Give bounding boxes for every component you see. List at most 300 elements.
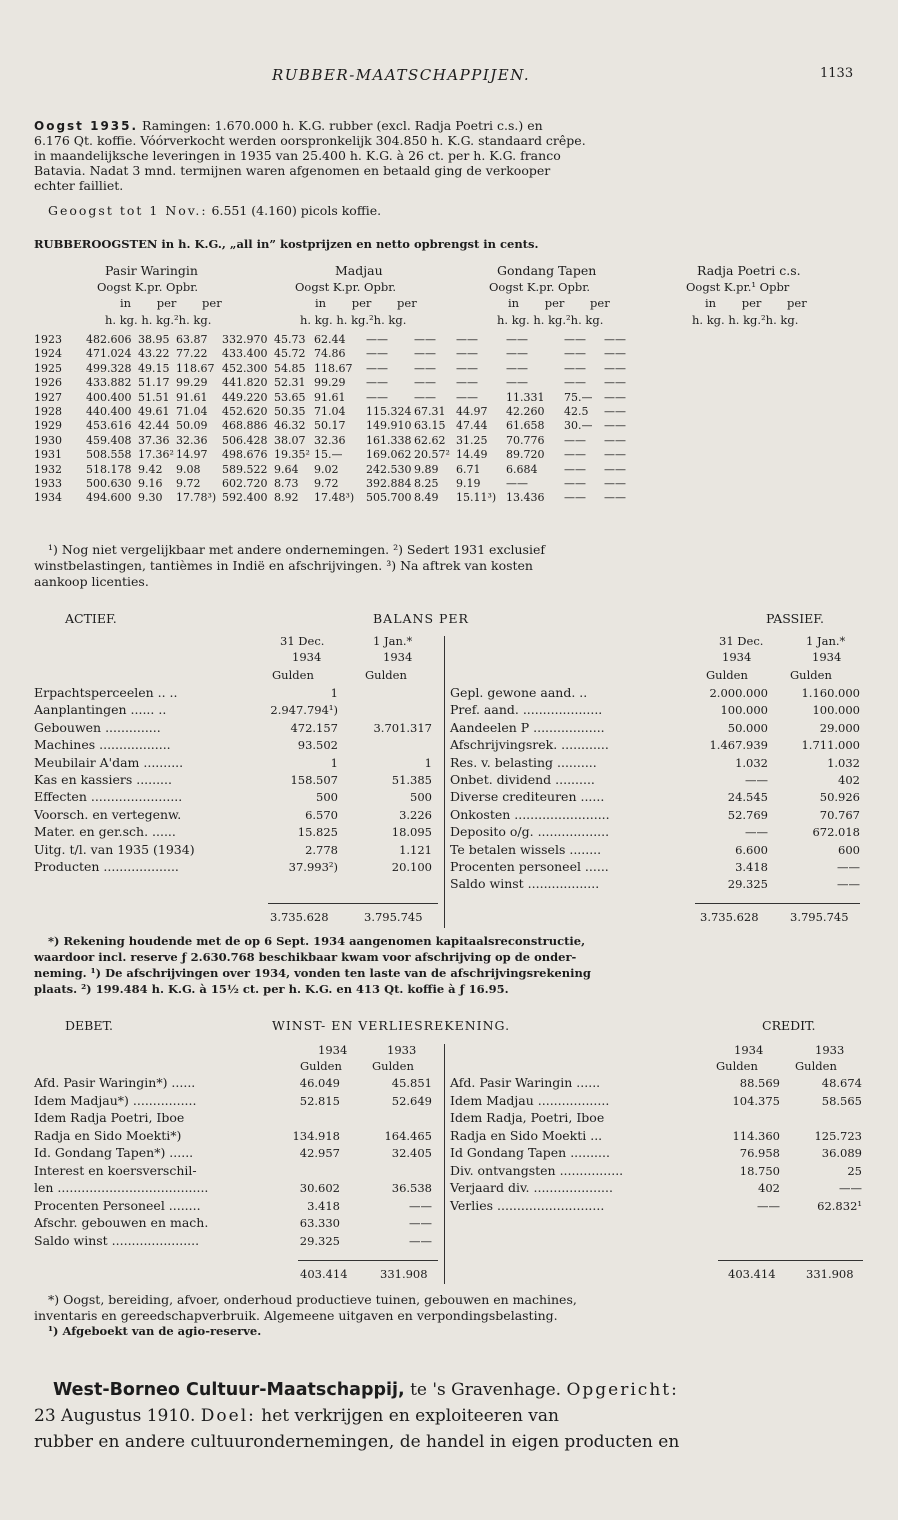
rubber-value-cell: —— bbox=[414, 347, 436, 361]
rubber-year-cell: 1933 bbox=[34, 477, 62, 491]
debet-item-label: Id. Gondang Tapen*) ...... bbox=[34, 1145, 194, 1160]
rubber-value-cell: 70.776 bbox=[506, 433, 545, 447]
rubber-value-cell: 45.72 bbox=[274, 347, 306, 361]
wv-title: WINST- EN VERLIESREKENING. bbox=[272, 1018, 511, 1033]
rubber-value-cell: 508.558 bbox=[86, 448, 132, 462]
rubber-value-cell: 118.67 bbox=[176, 361, 215, 375]
rubber-year-cell: 1931 bbox=[34, 448, 62, 462]
passief-item-value-v2: 672.018 bbox=[812, 825, 860, 840]
credit-item-label: Afd. Pasir Waringin ...... bbox=[450, 1075, 601, 1090]
rubber-value-cell: 75.— bbox=[564, 390, 593, 404]
rubber-value-cell: —— bbox=[366, 347, 388, 361]
credit-item-value-v1: 402 bbox=[758, 1181, 780, 1195]
col-head2-3: in per per bbox=[508, 296, 610, 310]
rubber-value-cell: —— bbox=[604, 390, 626, 404]
passief-item-value-v1: 52.769 bbox=[727, 807, 768, 822]
rubber-note-1: ¹) Nog niet vergelijkbaar met andere ondernemingen. ²) Sedert 1931 exclusief bbox=[48, 542, 545, 557]
balans-col2-h2: 1934 bbox=[383, 650, 413, 664]
rubber-value-cell: 15.— bbox=[314, 448, 343, 462]
debet-item-value-v2: —— bbox=[409, 1198, 432, 1213]
actief-item-value-v1: 472.157 bbox=[290, 720, 338, 735]
rubber-value-cell: 13.436 bbox=[506, 491, 545, 505]
rubber-value-cell: —— bbox=[456, 376, 478, 390]
credit-item-label: Div. ontvangsten ................ bbox=[450, 1162, 624, 1178]
rubber-year-cell: 1927 bbox=[34, 390, 62, 404]
passief-item-label: Onkosten ........................ bbox=[450, 806, 610, 822]
credit-item-label: Idem Madjau .................. bbox=[450, 1092, 610, 1108]
passief-item-label: Onbet. dividend .......... bbox=[450, 772, 595, 787]
rubber-value-cell: —— bbox=[414, 361, 436, 375]
balans-col1-h3: Gulden bbox=[272, 668, 314, 682]
rubber-value-cell: 49.15 bbox=[138, 361, 170, 375]
credit-item-value-v2: 36.089 bbox=[821, 1146, 862, 1160]
rubber-value-cell: 62.44 bbox=[314, 333, 346, 346]
actief-item-label: Erpachtsperceelen .. .. bbox=[34, 685, 178, 700]
col-head3-3: h. kg. h. kg.²h. kg. bbox=[497, 313, 604, 327]
rubber-value-cell: 8.49 bbox=[414, 491, 439, 505]
credit-item-value-v2: 25 bbox=[847, 1163, 862, 1178]
col-head-2: Oogst K.pr. Opbr. bbox=[295, 280, 397, 294]
rubber-note-2: winstbelastingen, tantièmes in Indië en afschrijvingen. ³) Na aftrek van kosten bbox=[34, 558, 533, 573]
rubber-value-cell: 453.616 bbox=[86, 419, 132, 433]
rubber-value-cell: 51.51 bbox=[138, 390, 170, 404]
actief-item-value-v2: 3.701.317 bbox=[373, 720, 432, 735]
rubber-value-cell: 332.970 bbox=[222, 333, 268, 346]
rubber-value-cell: 471.024 bbox=[86, 347, 132, 361]
balans-col2-h1: 1 Jan.* bbox=[373, 634, 413, 648]
actief-item-value-v1: 6.570 bbox=[305, 807, 338, 822]
credit-item-value-v1: —— bbox=[757, 1198, 780, 1213]
wv-cunit-2: Gulden bbox=[795, 1059, 837, 1073]
wv-total-rule-left bbox=[298, 1260, 438, 1261]
rubber-table-title: RUBBEROOGSTEN in h. K.G., „all in” kostprijzen en netto opbrengst in cents. bbox=[34, 237, 539, 251]
wv-cyear-1934: 1934 bbox=[734, 1043, 764, 1057]
rubber-value-cell: —— bbox=[564, 347, 586, 361]
credit-item-value-v1: 88.569 bbox=[739, 1076, 780, 1090]
rubber-value-cell: 30.— bbox=[564, 419, 593, 433]
rubber-value-cell: 500.630 bbox=[86, 477, 132, 491]
debet-item-label: Afschr. gebouwen en mach. bbox=[34, 1215, 209, 1230]
rubber-value-cell: 15.11³) bbox=[456, 491, 497, 505]
passief-item-value-v1: 100.000 bbox=[720, 703, 768, 718]
rubber-row-1923 bbox=[34, 333, 644, 347]
debet-item-label: Afd. Pasir Waringin*) ...... bbox=[34, 1075, 196, 1090]
balans-note-2: waardoor incl. reserve ƒ 2.630.768 beschikbaar kwam voor afschrijving op de onder- bbox=[34, 950, 577, 964]
rubber-value-cell: 42.260 bbox=[506, 405, 545, 419]
rubber-value-cell: 32.36 bbox=[314, 433, 346, 447]
rubber-value-cell: 8.73 bbox=[274, 477, 299, 491]
rubber-value-cell: —— bbox=[604, 347, 626, 361]
rubber-value-cell: —— bbox=[604, 376, 626, 390]
rubber-value-cell: —— bbox=[366, 376, 388, 390]
rubber-value-cell: 14.97 bbox=[176, 448, 208, 462]
rubber-year-cell: 1928 bbox=[34, 405, 62, 419]
rubber-value-cell: —— bbox=[456, 361, 478, 375]
intro-line-2: 6.176 Qt. koffie. Vóórverkocht werden oorspronkelijk 304.850 h. K.G. standaard crêpe. bbox=[34, 133, 586, 148]
passief-item-value-v1: 2.000.000 bbox=[709, 686, 768, 700]
rubber-row-1924 bbox=[34, 347, 644, 361]
wv-note-1: *) Oogst, bereiding, afvoer, onderhoud productieve tuinen, gebouwen en machines, bbox=[48, 1292, 577, 1307]
rubber-year-cell: 1930 bbox=[34, 433, 62, 447]
wv-note-3: ¹) Afgeboekt van de agio-reserve. bbox=[48, 1324, 262, 1338]
rubber-value-cell: 9.72 bbox=[176, 477, 201, 491]
rubber-value-cell: 19.35² bbox=[274, 448, 310, 462]
rubber-value-cell: —— bbox=[564, 376, 586, 390]
passief-item-value-v2: 100.000 bbox=[812, 703, 860, 718]
passief-item-value-v2: 70.767 bbox=[819, 807, 860, 822]
rubber-value-cell: 47.44 bbox=[456, 419, 488, 433]
rubber-value-cell: 9.16 bbox=[138, 477, 163, 491]
rubber-value-cell: 169.062 bbox=[366, 448, 412, 462]
rubber-value-cell: 62.62 bbox=[414, 433, 446, 447]
rubber-value-cell: 42.5 bbox=[564, 405, 589, 419]
rubber-value-cell: 9.19 bbox=[456, 477, 481, 491]
col-head2-1: in per per bbox=[120, 296, 222, 310]
rubber-value-cell: 9.89 bbox=[414, 462, 439, 476]
actief-item-value-v1: 93.502 bbox=[297, 738, 338, 753]
credit-item-value-v1: 18.750 bbox=[739, 1163, 780, 1178]
wv-year-1934: 1934 bbox=[318, 1043, 348, 1057]
actief-item-value-v1: 2.947.794¹) bbox=[270, 703, 338, 718]
actief-item-label: Mater. en ger.sch. ...... bbox=[34, 824, 176, 840]
rubber-year-cell: 1934 bbox=[34, 491, 62, 505]
balans-pcol2-h2: 1934 bbox=[812, 650, 842, 664]
rubber-value-cell: —— bbox=[604, 462, 626, 476]
rubber-value-cell: —— bbox=[506, 361, 528, 375]
rubber-row-1932 bbox=[34, 463, 644, 477]
rubber-value-cell: 149.910 bbox=[366, 419, 412, 433]
rubber-value-cell: 9.64 bbox=[274, 462, 299, 476]
rubber-value-cell: 74.86 bbox=[314, 347, 346, 361]
balans-pcol2-h1: 1 Jan.* bbox=[806, 634, 846, 648]
rubber-value-cell: 433.882 bbox=[86, 376, 132, 390]
geoogst-line: Geoogst tot 1 Nov.: 6.551 (4.160) picols koffie. bbox=[48, 203, 382, 218]
rubber-value-cell: —— bbox=[604, 333, 626, 346]
rubber-value-cell: —— bbox=[564, 477, 586, 491]
debet-item-label: Radja en Sido Moekti*) bbox=[34, 1127, 182, 1143]
rubber-value-cell: 31.25 bbox=[456, 433, 488, 447]
credit-item-label: Verjaard div. .................... bbox=[450, 1180, 613, 1195]
balans-total-rule-left bbox=[268, 903, 438, 904]
rubber-value-cell: —— bbox=[604, 419, 626, 433]
rubber-value-cell: 42.44 bbox=[138, 419, 170, 433]
passief-item-value-v2: 29.000 bbox=[819, 720, 860, 735]
actief-item-label: Producten ................... bbox=[34, 859, 179, 874]
rubber-value-cell: 61.658 bbox=[506, 419, 545, 433]
rubber-value-cell: 91.61 bbox=[314, 390, 346, 404]
debet-item-value-v1: 63.330 bbox=[299, 1216, 340, 1230]
rubber-value-cell: —— bbox=[564, 361, 586, 375]
col-head3-4: h. kg. h. kg.²h. kg. bbox=[692, 313, 799, 327]
rubber-value-cell: 54.85 bbox=[274, 361, 306, 375]
credit-item-value-v2: 48.674 bbox=[821, 1076, 862, 1090]
rubber-value-cell: 400.400 bbox=[86, 390, 132, 404]
passief-label: PASSIEF. bbox=[766, 611, 824, 626]
rubber-value-cell: 17.36² bbox=[138, 448, 174, 462]
rubber-year-cell: 1926 bbox=[34, 376, 62, 390]
rubber-value-cell: 6.71 bbox=[456, 462, 481, 476]
actief-item-value-v1: 1 bbox=[330, 686, 338, 700]
actief-item-value-v2: 1.121 bbox=[399, 842, 432, 857]
credit-item-value-v2: 125.723 bbox=[814, 1128, 862, 1143]
debet-item-label: Interest en koersverschil- bbox=[34, 1162, 197, 1178]
debet-item-label: Procenten Personeel ........ bbox=[34, 1197, 201, 1213]
balans-pcol1-h2: 1934 bbox=[722, 650, 752, 664]
actief-label: ACTIEF. bbox=[65, 611, 117, 626]
rubber-value-cell: —— bbox=[456, 390, 478, 404]
rubber-value-cell: 589.522 bbox=[222, 462, 268, 476]
rubber-value-cell: 17.48³) bbox=[314, 491, 355, 505]
credit-item-value-v2: 62.832¹ bbox=[817, 1198, 862, 1213]
rubber-value-cell: 50.09 bbox=[176, 419, 208, 433]
actief-item-value-v1: 500 bbox=[316, 790, 338, 805]
actief-item-label: Uitg. t/l. van 1935 (1934) bbox=[34, 841, 195, 857]
passief-item-value-v2: —— bbox=[837, 877, 860, 892]
credit-item-label: Verlies ........................... bbox=[450, 1197, 605, 1213]
rubber-value-cell: 9.42 bbox=[138, 462, 163, 476]
passief-item-value-v2: 1.160.000 bbox=[801, 686, 860, 700]
rubber-value-cell: 468.886 bbox=[222, 419, 268, 433]
debet-item-value-v1: 3.418 bbox=[307, 1198, 340, 1213]
rubber-value-cell: —— bbox=[564, 462, 586, 476]
balans-col1-h2: 1934 bbox=[292, 650, 322, 664]
passief-item-value-v1: —— bbox=[745, 773, 768, 787]
rubber-value-cell: 50.35 bbox=[274, 405, 306, 419]
rubber-value-cell: 20.57² bbox=[414, 448, 450, 462]
balans-col2-h3: Gulden bbox=[365, 668, 407, 682]
rubber-value-cell: —— bbox=[414, 376, 436, 390]
rubber-value-cell: —— bbox=[604, 433, 626, 447]
rubber-year-cell: 1924 bbox=[34, 347, 62, 361]
rubber-value-cell: —— bbox=[564, 333, 586, 346]
rubber-row-1931 bbox=[34, 448, 644, 462]
actief-item-label: Effecten ....................... bbox=[34, 789, 183, 805]
actief-item-label: Kas en kassiers ......... bbox=[34, 772, 172, 787]
col-head2-4: in per per bbox=[705, 296, 807, 310]
rubber-value-cell: 14.49 bbox=[456, 448, 488, 462]
actief-item-value-v2: 3.226 bbox=[399, 807, 432, 822]
passief-item-label: Aandeelen P .................. bbox=[450, 719, 605, 735]
rubber-value-cell: 52.31 bbox=[274, 376, 306, 390]
rubber-value-cell: 71.04 bbox=[176, 405, 208, 419]
rubber-value-cell: —— bbox=[604, 448, 626, 462]
rubber-value-cell: 49.61 bbox=[138, 405, 170, 419]
balans-col1-h1: 31 Dec. bbox=[280, 634, 325, 648]
intro-line-4: Batavia. Nadat 3 mnd. termijnen waren afgenomen en betaald ging de verkooper bbox=[34, 163, 551, 178]
rubber-value-cell: 482.606 bbox=[86, 333, 132, 346]
col-head3-1: h. kg. h. kg.²h. kg. bbox=[105, 313, 212, 327]
rubber-value-cell: 46.32 bbox=[274, 419, 306, 433]
rubber-value-cell: 602.720 bbox=[222, 477, 268, 491]
debet-item-value-v2: —— bbox=[409, 1216, 432, 1230]
rubber-value-cell: 392.884 bbox=[366, 477, 412, 491]
actief-item-value-v2: 20.100 bbox=[391, 860, 432, 874]
rubber-value-cell: 38.07 bbox=[274, 433, 306, 447]
rubber-row-1934 bbox=[34, 491, 644, 505]
passief-item-value-v1: 29.325 bbox=[727, 877, 768, 892]
rubber-value-cell: 32.36 bbox=[176, 433, 208, 447]
balans-pcol1-h3: Gulden bbox=[706, 668, 748, 682]
rubber-value-cell: —— bbox=[506, 477, 528, 491]
rubber-value-cell: —— bbox=[366, 361, 388, 375]
rubber-note-3: aankoop licenties. bbox=[34, 574, 149, 589]
rubber-value-cell: 77.22 bbox=[176, 347, 208, 361]
rubber-value-cell: 37.36 bbox=[138, 433, 170, 447]
actief-item-label: Voorsch. en vertegenw. bbox=[34, 806, 182, 822]
rubber-value-cell: 71.04 bbox=[314, 405, 346, 419]
rubber-value-cell: —— bbox=[506, 333, 528, 346]
actief-item-label: Machines .................. bbox=[34, 737, 171, 753]
rubber-year-cell: 1929 bbox=[34, 419, 62, 433]
rubber-value-cell: —— bbox=[564, 448, 586, 462]
rubber-value-cell: 43.22 bbox=[138, 347, 170, 361]
debet-item-value-v2: 32.405 bbox=[391, 1146, 432, 1160]
wv-total-d2: 331.908 bbox=[380, 1267, 428, 1281]
debet-item-value-v1: 134.918 bbox=[292, 1128, 340, 1143]
balans-pcol2-h3: Gulden bbox=[790, 668, 832, 682]
rubber-value-cell: 63.15 bbox=[414, 419, 446, 433]
col-head-3: Oogst K.pr. Opbr. bbox=[489, 280, 591, 294]
debet-item-value-v2: 36.538 bbox=[391, 1181, 432, 1195]
rubber-value-cell: 45.73 bbox=[274, 333, 306, 346]
rubber-year-cell: 1923 bbox=[34, 333, 62, 346]
rubber-row-1930 bbox=[34, 434, 644, 448]
rubber-value-cell: 518.178 bbox=[86, 462, 132, 476]
debet-item-label: Idem Radja Poetri, Iboe bbox=[34, 1110, 185, 1125]
actief-item-value-v1: 1 bbox=[330, 755, 338, 770]
passief-item-value-v1: 1.467.939 bbox=[709, 738, 768, 753]
rubber-value-cell: 498.676 bbox=[222, 448, 268, 462]
estate-header-1: Pasir Waringin bbox=[105, 263, 198, 278]
passief-item-value-v2: 50.926 bbox=[819, 790, 860, 805]
passief-item-value-v2: 1.032 bbox=[827, 755, 860, 770]
next-company-line-2: rubber en andere cultuurondernemingen, de handel in eigen producten en bbox=[34, 1432, 680, 1452]
rubber-row-1925 bbox=[34, 362, 644, 376]
actief-item-label: Aanplantingen ...... .. bbox=[34, 702, 167, 718]
balans-note-4: plaats. ²) 199.484 h. K.G. à 15½ ct. per h. K.G. en 413 Qt. koffie à ƒ 16.95. bbox=[34, 982, 509, 996]
wv-cyear-1933: 1933 bbox=[815, 1043, 845, 1057]
credit-item-label: Id Gondang Tapen .......... bbox=[450, 1145, 610, 1160]
passief-item-value-v1: 24.545 bbox=[727, 790, 768, 805]
actief-item-value-v1: 37.993²) bbox=[288, 860, 338, 874]
debet-item-label: Saldo winst ...................... bbox=[34, 1232, 200, 1248]
rubber-value-cell: 38.95 bbox=[138, 333, 170, 346]
rubber-value-cell: 161.338 bbox=[366, 433, 412, 447]
rubber-value-cell: 499.328 bbox=[86, 361, 132, 375]
rubber-value-cell: 6.684 bbox=[506, 462, 538, 476]
rubber-value-cell: 9.02 bbox=[314, 462, 339, 476]
rubber-row-1928 bbox=[34, 405, 644, 419]
wv-year-1933: 1933 bbox=[387, 1043, 417, 1057]
rubber-value-cell: 115.324 bbox=[366, 405, 412, 419]
passief-item-label: Gepl. gewone aand. .. bbox=[450, 685, 588, 700]
next-company-line-1b: 23 Augustus 1910. Doel: het verkrijgen en exploiteeren van bbox=[34, 1406, 559, 1426]
actief-item-label: Gebouwen .............. bbox=[34, 719, 161, 735]
passief-item-value-v2: 1.711.000 bbox=[801, 738, 860, 753]
rubber-value-cell: —— bbox=[506, 376, 528, 390]
debet-item-value-v1: 29.325 bbox=[299, 1233, 340, 1248]
wv-unit-2: Gulden bbox=[372, 1059, 414, 1073]
actief-item-value-v2: 18.095 bbox=[391, 825, 432, 840]
col-head-1: Oogst K.pr. Opbr. bbox=[97, 280, 199, 294]
passief-item-value-v1: 6.600 bbox=[735, 842, 768, 857]
page-header-title: RUBBER-MAATSCHAPPIJEN. bbox=[272, 66, 531, 84]
rubber-value-cell: —— bbox=[506, 347, 528, 361]
balans-divider bbox=[444, 636, 445, 928]
actief-item-value-v2: 51.385 bbox=[391, 773, 432, 787]
wv-note-2: inventaris en gereedschapverbruik. Algemeene uitgaven en verpondingsbelasting. bbox=[34, 1308, 558, 1323]
rubber-value-cell: 8.25 bbox=[414, 477, 439, 491]
intro-line-5: echter failliet. bbox=[34, 178, 124, 193]
debet-item-value-v2: 45.851 bbox=[391, 1076, 432, 1090]
passief-item-label: Res. v. belasting .......... bbox=[450, 754, 597, 770]
rubber-value-cell: 50.17 bbox=[314, 419, 346, 433]
rubber-row-1927 bbox=[34, 391, 644, 405]
debet-item-value-v1: 42.957 bbox=[299, 1146, 340, 1160]
estate-header-2: Madjau bbox=[335, 263, 383, 278]
passief-item-value-v1: 3.418 bbox=[735, 860, 768, 874]
intro-line-1: Oogst 1935. Ramingen: 1.670.000 h. K.G. rubber (excl. Radja Poetri c.s.) en bbox=[34, 118, 543, 133]
rubber-value-cell: 433.400 bbox=[222, 347, 268, 361]
wv-total-rule-right bbox=[718, 1260, 863, 1261]
rubber-value-cell: 11.331 bbox=[506, 390, 545, 404]
rubber-value-cell: 506.428 bbox=[222, 433, 268, 447]
rubber-value-cell: 89.720 bbox=[506, 448, 545, 462]
rubber-harvest-table bbox=[34, 333, 644, 506]
credit-item-value-v1: 114.360 bbox=[732, 1128, 780, 1143]
next-company-line-1: West-Borneo Cultuur-Maatschappij, te 's Gravenhage. Opgericht: bbox=[53, 1380, 679, 1400]
passief-item-value-v2: 600 bbox=[838, 842, 860, 857]
debet-label: DEBET. bbox=[65, 1018, 113, 1033]
rubber-value-cell: 452.300 bbox=[222, 361, 268, 375]
rubber-value-cell: —— bbox=[456, 333, 478, 346]
rubber-value-cell: 118.67 bbox=[314, 361, 353, 375]
rubber-year-cell: 1925 bbox=[34, 361, 62, 375]
wv-cunit-1: Gulden bbox=[716, 1059, 758, 1073]
rubber-value-cell: 44.97 bbox=[456, 405, 488, 419]
rubber-value-cell: 17.78³) bbox=[176, 491, 217, 505]
rubber-value-cell: 242.530 bbox=[366, 462, 412, 476]
passief-item-label: Pref. aand. .................... bbox=[450, 702, 603, 718]
rubber-value-cell: 452.620 bbox=[222, 405, 268, 419]
rubber-value-cell: 441.820 bbox=[222, 376, 268, 390]
debet-item-value-v1: 52.815 bbox=[299, 1093, 340, 1108]
rubber-value-cell: 51.17 bbox=[138, 376, 170, 390]
col-head-4: Oogst K.pr.¹ Opbr bbox=[686, 280, 790, 294]
rubber-row-1926 bbox=[34, 376, 644, 390]
actief-item-value-v2: 500 bbox=[410, 790, 432, 805]
col-head2-2: in per per bbox=[315, 296, 417, 310]
rubber-year-cell: 1932 bbox=[34, 462, 62, 476]
rubber-value-cell: —— bbox=[414, 333, 436, 346]
balans-note-1: *) Rekening houdende met de op 6 Sept. 1934 aangenomen kapitaalsreconstructie, bbox=[48, 934, 586, 948]
passief-item-value-v2: 402 bbox=[838, 773, 860, 787]
rubber-row-1929 bbox=[34, 419, 644, 433]
passief-item-label: Diverse crediteuren ...... bbox=[450, 789, 605, 805]
wv-total-c1: 403.414 bbox=[728, 1267, 776, 1281]
debet-item-value-v2: 52.649 bbox=[391, 1093, 432, 1108]
passief-item-label: Deposito o/g. .................. bbox=[450, 824, 610, 840]
rubber-row-1933 bbox=[34, 477, 644, 491]
actief-item-value-v2: 1 bbox=[424, 755, 432, 770]
passief-item-label: Saldo winst .................. bbox=[450, 876, 600, 892]
debet-item-value-v1: 30.602 bbox=[299, 1181, 340, 1195]
balans-total-a2: 3.795.745 bbox=[364, 910, 423, 924]
wv-total-c2: 331.908 bbox=[806, 1267, 854, 1281]
balans-total-a1: 3.735.628 bbox=[270, 910, 329, 924]
rubber-value-cell: —— bbox=[564, 433, 586, 447]
actief-item-value-v1: 15.825 bbox=[297, 825, 338, 840]
